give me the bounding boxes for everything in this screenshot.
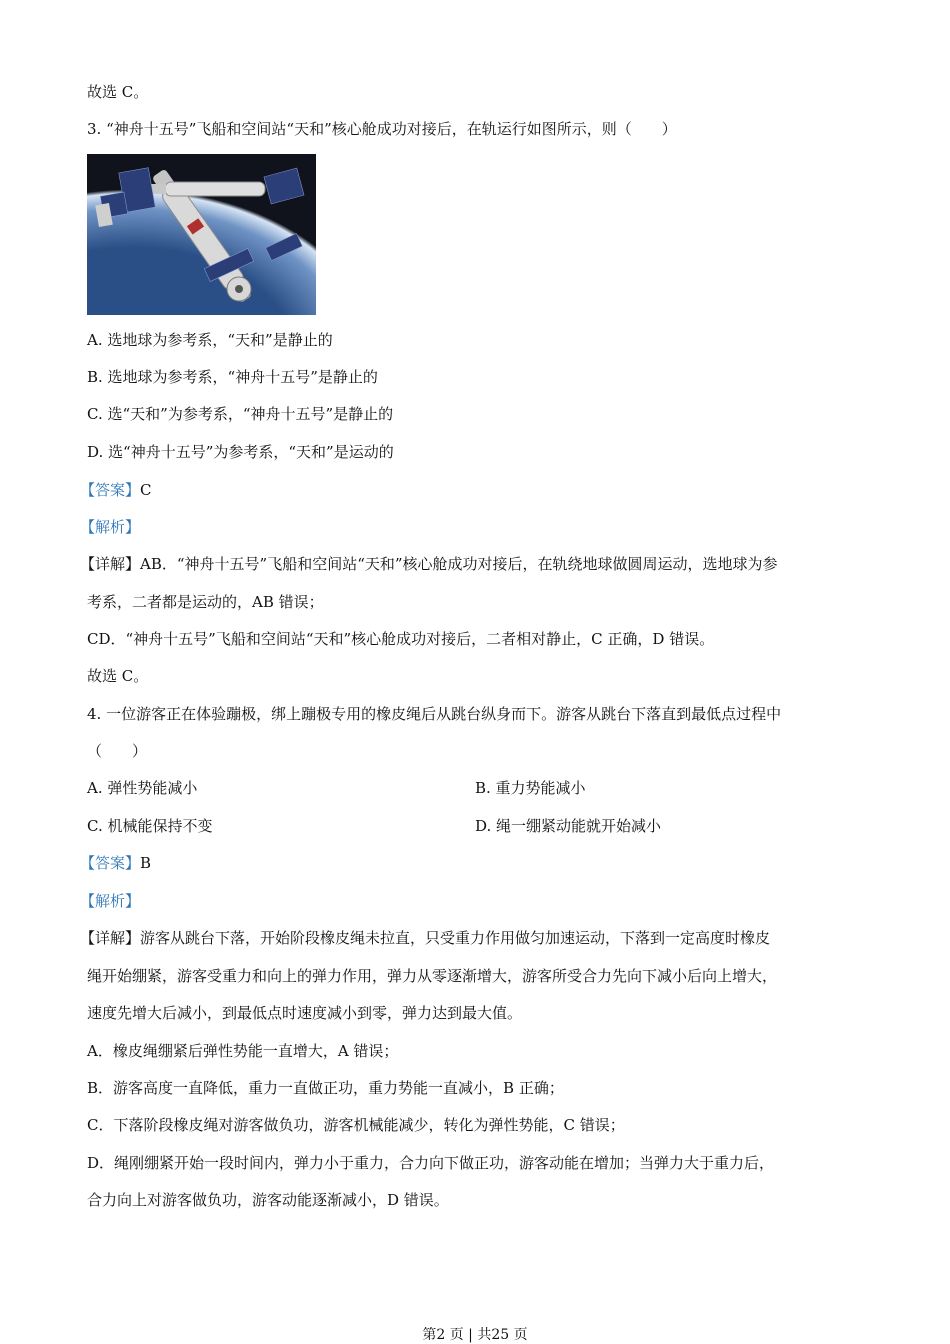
detail-4-line-1 [80,928,770,948]
option-3d: D. 选“神舟十五号”为参考系，“天和”是运动的 [87,443,394,461]
option-3b: B. 选地球为参考系，“神舟十五号”是静止的 [87,368,378,386]
detail-text: AB．“神舟十五号”飞船和空间站“天和”核心舱成功对接后，在轨绕地球做圆周运动，选地球为参 [140,555,778,573]
detail-4-line-6: C．下落阶段橡皮绳对游客做负功，游客机械能减少，转化为弹性势能，C 错误； [87,1116,625,1134]
detail-3-line-1 [80,554,778,574]
answer-tag: 【答案】 [80,854,141,872]
page-footer: 第2 页 | 共25 页 [422,1327,528,1343]
space-station-photo [87,154,316,315]
detail-4-line-5: B．游客高度一直降低，重力一直做正功，重力势能一直减小，B 正确； [87,1079,564,1097]
detail-tag: 【详解】 [80,555,141,573]
option-4c: C. 机械能保持不变 [87,817,213,835]
option-4b: B. 重力势能减小 [475,779,586,797]
answer-value: C [140,481,152,499]
detail-4-line-3: 速度先增大后减小，到最低点时速度减小到零，弹力达到最大值。 [87,1004,523,1022]
line-l1: 故选 C。 [87,83,149,101]
detail-4-line-4: A．橡皮绳绷紧后弹性势能一直增大，A 错误； [87,1042,399,1060]
answer-value: B [140,854,152,872]
detail-tag: 【详解】 [80,929,141,947]
detail-3-line-3: CD．“神舟十五号”飞船和空间站“天和”核心舱成功对接后，二者相对静止，C 正确，D 错误。 [87,630,715,648]
answer-4 [80,853,151,873]
option-4d: D. 绳一绷紧动能就开始减小 [475,817,662,835]
detail-4-line-8: 合力向上对游客做负功，游客动能逐渐减小，D 错误。 [87,1191,449,1209]
option-3c: C. 选“天和”为参考系，“神舟十五号”是静止的 [87,405,394,423]
answer-tag: 【答案】 [80,481,141,499]
question-3: 3. “神舟十五号”飞船和空间站“天和”核心舱成功对接后，在轨运行如图所示，则（ ） [87,120,677,138]
option-4a: A. 弹性势能减小 [87,779,198,797]
detail-4-line-7: D．绳刚绷紧开始一段时间内，弹力小于重力，合力向下做正功，游客动能在增加；当弹力大于重力后， [87,1154,775,1172]
question-4-line-1: 4. 一位游客正在体验蹦极，绑上蹦极专用的橡皮绳后从跳台纵身而下。游客从跳台下落直到最低点过程中 [87,705,782,723]
detail-3-line-4: 故选 C。 [87,667,149,685]
detail-4-line-2: 绳开始绷紧，游客受重力和向上的弹力作用，弹力从零逐渐增大，游客所受合力先向下减小后向上增大， [87,967,778,985]
detail-3-line-2: 考系，二者都是运动的，AB 错误； [87,593,324,611]
question-4-line-2: （ ） [87,742,148,760]
analysis-3-tag: 【解析】 [80,518,141,536]
answer-3 [80,480,152,500]
detail-text: 游客从跳台下落，开始阶段橡皮绳未拉直，只受重力作用做匀加速运动，下落到一定高度时橡皮 [140,929,771,947]
analysis-4-tag: 【解析】 [80,892,141,910]
option-3a: A. 选地球为参考系，“天和”是静止的 [87,331,333,349]
